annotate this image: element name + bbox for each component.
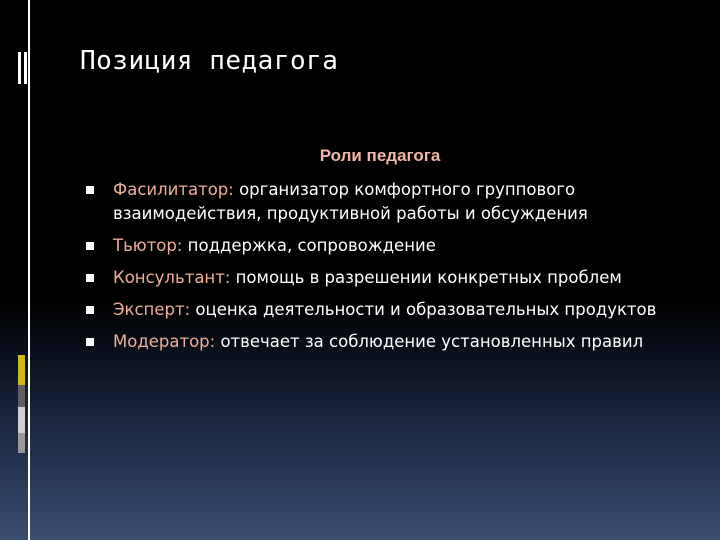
square-bullet-icon xyxy=(86,338,94,346)
role-description: помощь в разрешении конкретных проблем xyxy=(230,268,622,287)
slide-title: Позиция педагога xyxy=(80,46,339,76)
decor-block-yellow xyxy=(18,355,25,385)
role-term: Консультант: xyxy=(113,268,231,287)
role-item-facilitator xyxy=(86,178,706,226)
decor-block-mid-gray xyxy=(18,433,25,453)
role-description: поддержка, сопровождение xyxy=(182,236,436,255)
square-bullet-icon xyxy=(86,306,94,314)
role-term: Модератор: xyxy=(113,332,216,351)
decor-block-dark-gray xyxy=(18,385,25,407)
role-description: организатор комфортного группового взаимодействия, продуктивной работы и обсуждения xyxy=(113,180,588,223)
role-term: Фасилитатор: xyxy=(113,180,234,199)
role-item-moderator xyxy=(86,330,706,354)
role-description: оценка деятельности и образовательных продуктов xyxy=(190,300,657,319)
decor-block-light-gray xyxy=(18,407,25,433)
square-bullet-icon xyxy=(86,242,94,250)
square-bullet-icon xyxy=(86,186,94,194)
left-border-rule xyxy=(28,0,30,540)
square-bullet-icon xyxy=(86,274,94,282)
role-item-tutor xyxy=(86,234,706,258)
role-item-consultant xyxy=(86,266,706,290)
role-description: отвечает за соблюдение установленных правил xyxy=(215,332,644,351)
role-item-expert xyxy=(86,298,706,322)
decor-block-top-inner xyxy=(21,52,24,84)
role-term: Тьютор: xyxy=(113,236,183,255)
roles-list xyxy=(86,178,706,362)
slide-subtitle: Роли педагога xyxy=(319,146,441,165)
role-term: Эксперт: xyxy=(113,300,191,319)
